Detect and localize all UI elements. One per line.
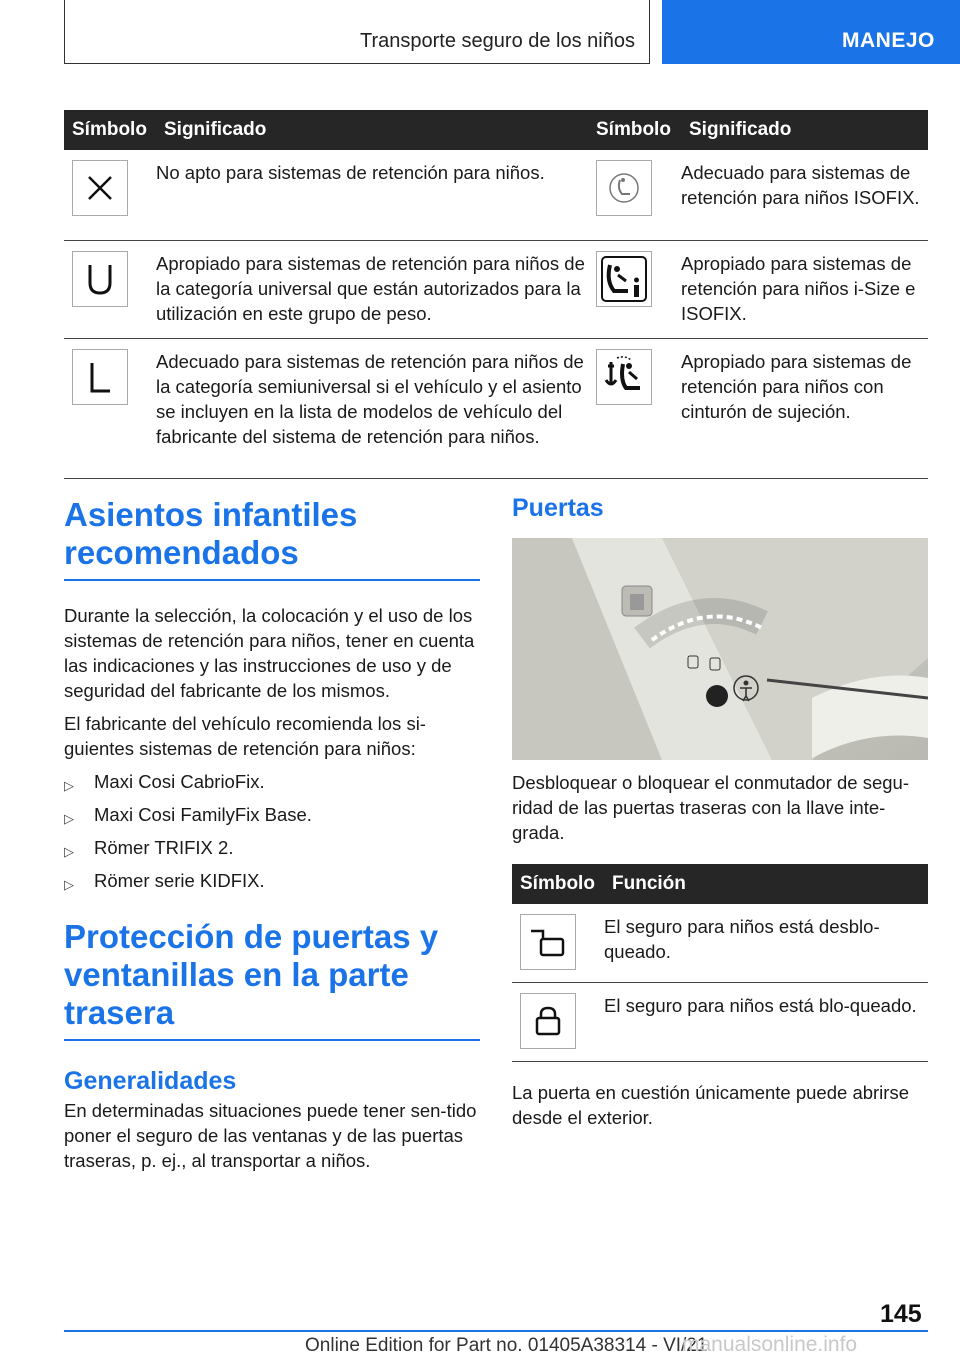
table-row <box>512 983 928 1062</box>
triangle-bullet-icon: ▷ <box>64 877 74 892</box>
illustration-caption: Desbloquear o bloquear el conmutador de segu-ridad de las puertas traseras con la llave inte-grada. <box>512 772 909 843</box>
heading-generalities: Generalidades <box>64 1067 237 1095</box>
isize-seat-icon <box>596 251 652 307</box>
heading-rule <box>64 1039 480 1041</box>
heading-recommended-seats: Asientos infantiles recomendados <box>64 496 358 571</box>
col-header-function: Función <box>604 864 928 904</box>
meaning-cell: Adecuado para sistemas de retención para niños ISOFIX. <box>681 150 928 240</box>
header-section-tab[interactable] <box>662 0 960 64</box>
meaning-cell: Apropiado para sistemas de retención para niños i-Size e ISOFIX. <box>681 240 928 338</box>
paragraph: En determinadas situaciones puede tener sen-tido poner el seguro de las ventanas y de las puertas traseras, p. ej., al transportar a niños. <box>64 1100 477 1171</box>
table-header-row <box>512 864 928 904</box>
letter-u-icon <box>72 251 128 307</box>
paragraph: Durante la selección, la colocación y el uso de los sistemas de retención para niños, tener en cuenta las indicaciones y las instrucciones de uso y de seguridad del fabricante de los mismos. <box>64 605 475 701</box>
lock-closed-icon <box>520 993 576 1049</box>
list-item: ▷ Römer serie KIDFIX. <box>64 868 480 893</box>
edition-line: Online Edition for Part no. 01405A38314 - VI/21 <box>305 1335 708 1356</box>
col-header-meaning: Significado <box>156 110 588 150</box>
col-header-symbol: Símbolo <box>588 110 681 150</box>
header-chapter-box <box>64 0 650 64</box>
col-header-symbol: Símbolo <box>64 110 156 150</box>
table-row <box>512 904 928 983</box>
isofix-seat-icon <box>596 160 652 216</box>
page-number: 145 <box>880 1300 922 1328</box>
x-not-suitable-icon <box>72 160 128 216</box>
triangle-bullet-icon: ▷ <box>64 844 74 859</box>
section-label: MANEJO <box>842 29 935 52</box>
meaning-cell: No apto para sistemas de retención para niños. <box>156 150 588 240</box>
heading-doors: Puertas <box>512 494 604 522</box>
heading-rear-protection: Protección de puertas y ventanillas en la parte trasera <box>64 918 439 1031</box>
table-header-row <box>64 110 928 150</box>
rear-protection-section <box>64 918 480 1173</box>
heading-rule <box>64 579 480 581</box>
meaning-cell: Apropiado para sistemas de retención para niños de la categoría universal que están autorizados para la utilización en este grupo de peso. <box>156 240 588 338</box>
triangle-bullet-icon: ▷ <box>64 778 74 793</box>
chapter-title: Transporte seguro de los niños <box>360 30 635 52</box>
top-tether-seat-icon <box>596 349 652 405</box>
watermark: manualsonline.info <box>682 1333 858 1356</box>
table-row <box>64 338 928 478</box>
paragraph: La puerta en cuestión únicamente puede abrirse desde el exterior. <box>512 1082 909 1128</box>
meaning-cell: Adecuado para sistemas de retención para niños de la categoría semiuniversal si el vehículo y el asiento se incluyen en la lista de modelos de vehículo del fabricante del sistema de retención para niños. <box>156 338 588 478</box>
paragraph: El fabricante del vehículo recomienda los si-guientes sistemas de retención para niños: <box>64 713 426 759</box>
child-seat-symbol-table <box>64 110 928 479</box>
door-lock-illustration <box>512 538 928 760</box>
recommended-seat-list <box>64 769 480 893</box>
list-item: ▷ Maxi Cosi CabrioFix. <box>64 769 480 794</box>
col-header-symbol: Símbolo <box>512 864 604 904</box>
meaning-cell: Apropiado para sistemas de retención para niños con cinturón de sujeción. <box>681 338 928 478</box>
child-lock-function-table <box>512 864 928 1062</box>
list-item: ▷ Maxi Cosi FamilyFix Base. <box>64 802 480 827</box>
recommended-seats-section <box>64 496 480 901</box>
function-cell: El seguro para niños está blo-queado. <box>604 983 928 1062</box>
letter-l-icon <box>72 349 128 405</box>
table-row <box>64 150 928 240</box>
function-cell: El seguro para niños está desblo-queado. <box>604 904 928 983</box>
col-header-meaning: Significado <box>681 110 928 150</box>
triangle-bullet-icon: ▷ <box>64 811 74 826</box>
table-row <box>64 240 928 338</box>
lock-open-icon <box>520 914 576 970</box>
list-item: ▷ Römer TRIFIX 2. <box>64 835 480 860</box>
footer-rule <box>64 1330 928 1332</box>
